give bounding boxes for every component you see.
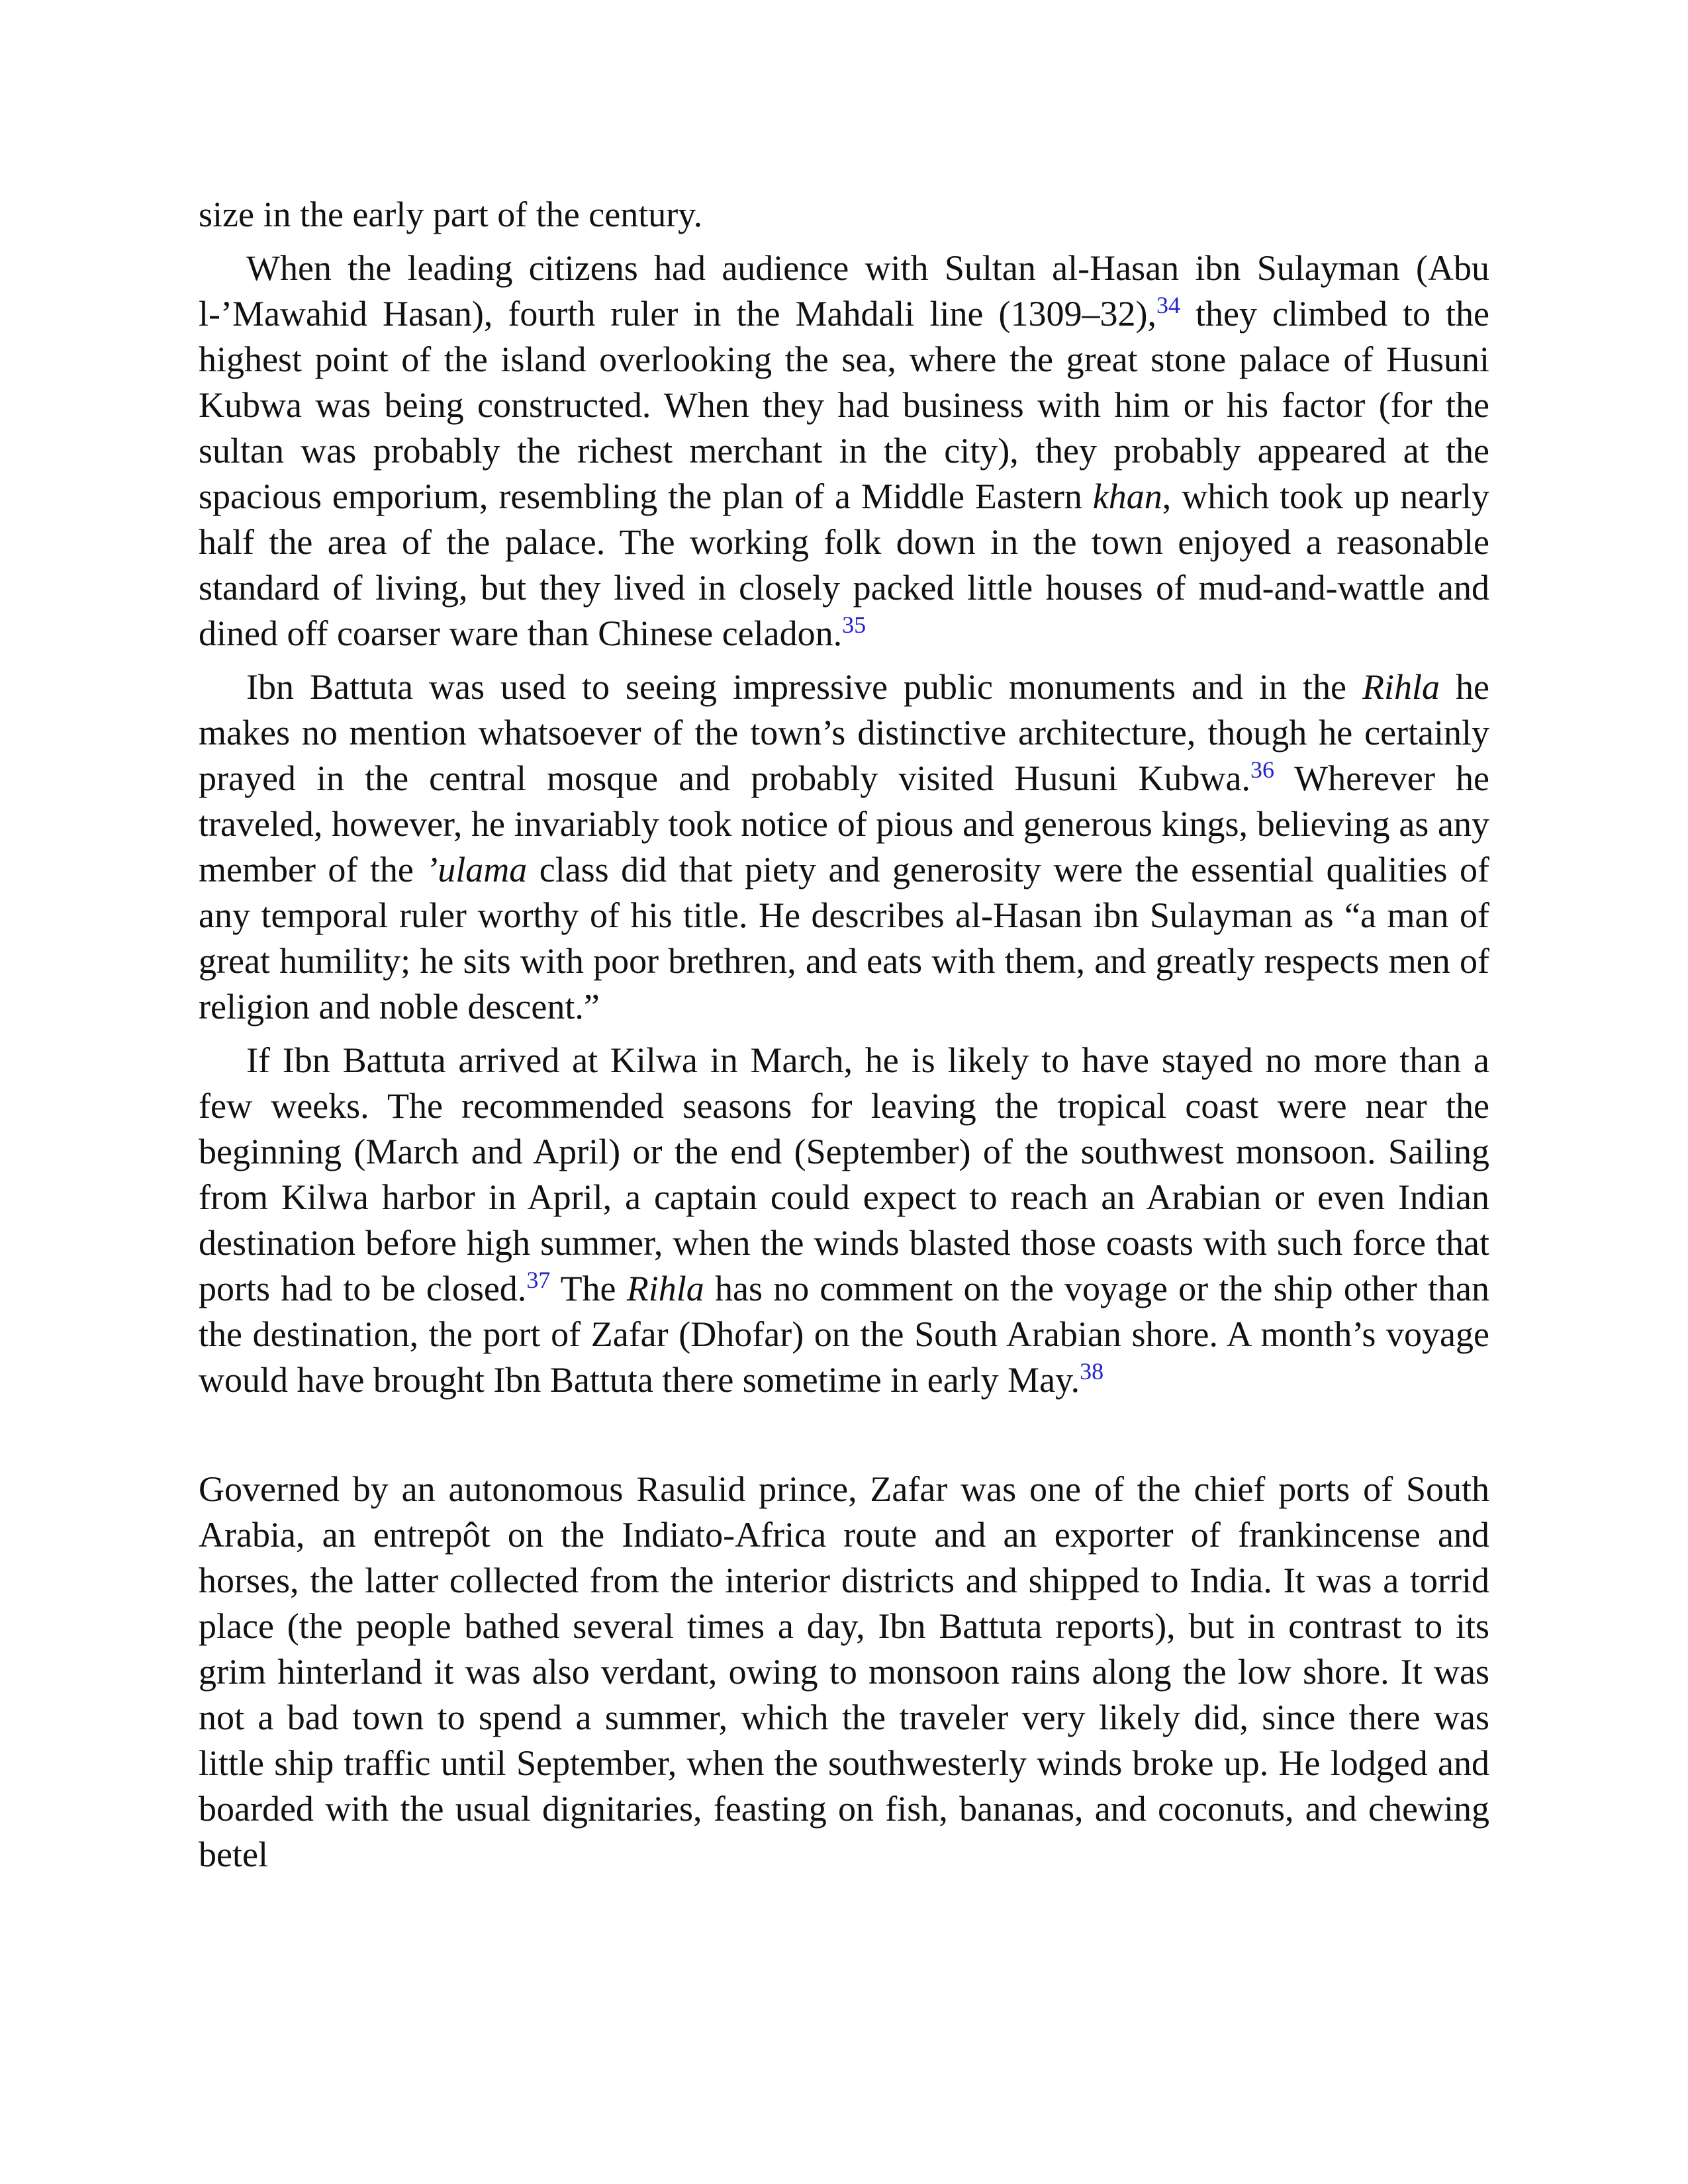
footnote-link[interactable]: 35 [842,612,867,638]
text-run: size in the early part of the century. [199,195,703,234]
paragraph [199,192,1489,238]
text-run: Governed by an autonomous Rasulid prince, Zafar was one of the chief ports of South Arabia, an entrepôt on the Indiato-Africa route and an exporter of frankincense and horses, the latter collected from the interior districts and shipped to India. It was a torrid place (the people bathed several times a day, Ibn Battuta reports), but in contrast to its grim hinterland it was also verdant, owing to monsoon rains along the low shore. It was not a bad town to spend a summer, which the traveler very likely did, since there was little ship traffic until September, when the southwesterly winds broke up. He lodged and boarded with the usual dignitaries, feasting on fish, bananas, and coconuts, and chewing betel [199,1469,1489,1874]
footnote-link[interactable]: 34 [1156,292,1180,318]
footnote-link[interactable]: 37 [526,1267,551,1293]
italic-term: Rihla [626,1269,704,1308]
text-run: class did that piety and generosity were the essential qualities of any temporal ruler worthy of his title. He describes al-Hasan ibn Sulayman as “a man of great humility; he sits with poor brethren, and eats with them, and greatly respects men of religion and noble descent.” [199,850,1489,1026]
text-run: they climbed to the highest point of the island overlooking the sea, where the great stone palace of Husuni Kubwa was being constructed. When they had business with him or his factor (for the sultan was probably the richest merchant in the city), they probably appeared at the spacious emporium, resembling the plan of a Middle Eastern [199,294,1490,516]
text-run: The [550,1269,627,1308]
paragraph [199,1467,1489,1878]
italic-term: khan [1092,477,1162,516]
page-body [199,192,1489,1886]
paragraph [199,246,1489,657]
text-run: , which took up nearly half the area of the palace. The working folk down in the town enjoyed a reasonable standard of living, but they lived in closely packed little houses of mud-and-wattle and dined off coarser ware than Chinese celadon. [199,477,1489,653]
text-run: has no comment on the voyage or the ship other than the destination, the port of Zafar (Dhofar) on the South Arabian shore. A month’s voyage would have brought Ibn Battuta there sometime in early May. [199,1269,1489,1400]
text-run: he makes no mention whatsoever of the town’s distinctive architecture, though he certainly prayed in the central mosque and probably visited Husuni Kubwa. [199,667,1489,798]
italic-term: ’ulama [426,850,528,889]
paragraph [199,664,1489,1030]
text-run: If Ibn Battuta arrived at Kilwa in March, he is likely to have stayed no more than a few weeks. The recommended seasons for leaving the tropical coast were near the beginning (March and April) or the end (September) of the southwest monsoon. Sailing from Kilwa harbor in April, a captain could expect to reach an Arabian or even Indian destination before high summer, when the winds blasted those coasts with such force that ports had to be closed. [199,1040,1489,1308]
footnote-link[interactable]: 38 [1080,1358,1104,1385]
text-run: When the leading citizens had audience with Sultan al-Hasan ibn Sulayman (Abu l-’Mawahid Hasan), fourth ruler in the Mahdali line (1309–32), [199,248,1489,334]
paragraph [199,1038,1489,1403]
italic-term: Rihla [1362,667,1440,707]
text-run: Ibn Battuta was used to seeing impressive public monuments and in the [246,667,1362,707]
text-run: Wherever he traveled, however, he invariably took notice of pious and generous kings, believing as any member of the [199,758,1489,889]
footnote-link[interactable]: 36 [1250,756,1274,783]
